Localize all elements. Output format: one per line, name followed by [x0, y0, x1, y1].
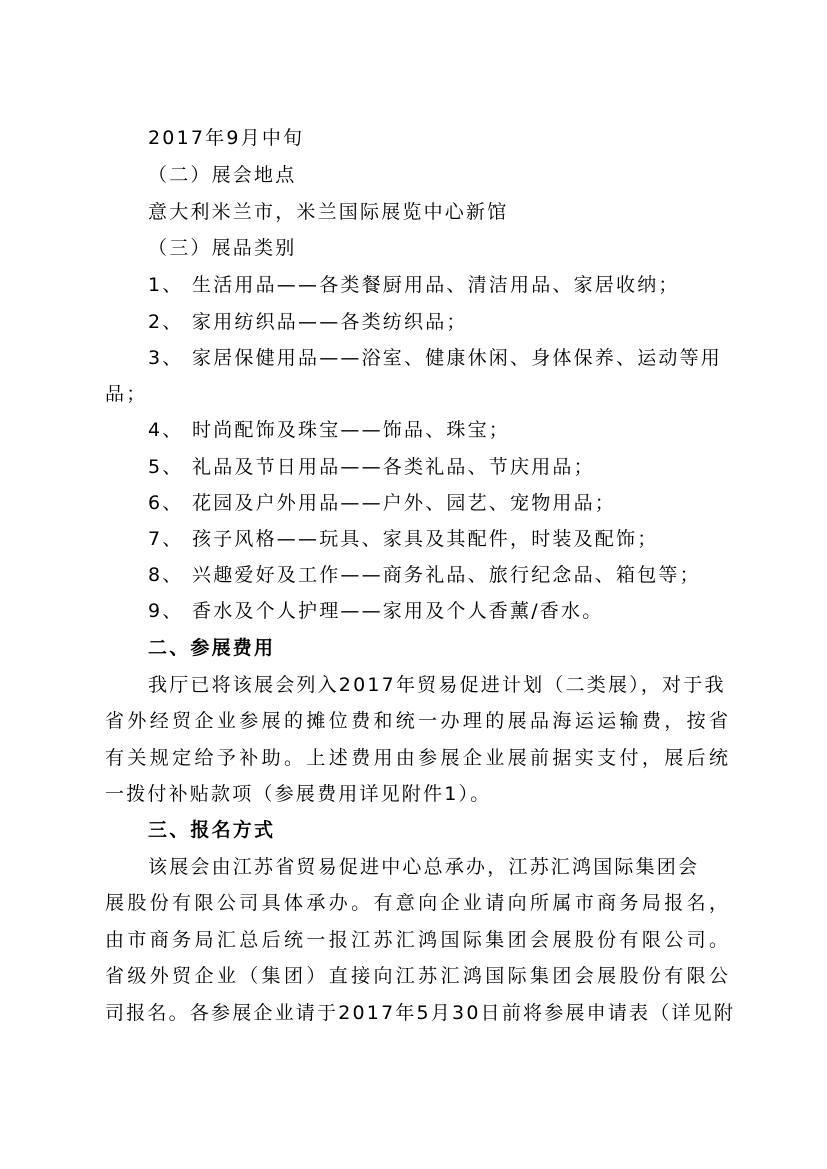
- list-item-text: 花园及户外用品——户外、园艺、宠物用品；: [192, 492, 617, 514]
- list-item-number: 7、: [148, 528, 184, 550]
- list-item: [148, 310, 468, 334]
- paragraph-line: 展股份有限公司具体承办。有意向企业请向所属市商务局报名，: [105, 892, 728, 914]
- section-heading-registration: 三、报名方式: [148, 819, 276, 841]
- paragraph-line: 我厅已将该展会列入2017年贸易促进计划（二类展），对于我: [148, 674, 726, 696]
- paragraph-line: 省级外贸企业（集团）直接向江苏汇鸿国际集团会展股份有限公: [105, 965, 728, 987]
- list-item: [148, 527, 658, 551]
- paragraph-line: 省外经贸企业参展的摊位费和统一办理的展品海运运输费，按省: [105, 710, 728, 732]
- list-item: [148, 599, 603, 623]
- list-item-number: 4、: [148, 419, 184, 441]
- section-heading-fees: 二、参展费用: [148, 637, 276, 659]
- list-item: [148, 491, 616, 515]
- list-item: [148, 418, 510, 442]
- list-item-text: 生活用品——各类餐厨用品、清洁用品、家居收纳；: [192, 274, 680, 296]
- location-text: 意大利米兰市，米兰国际展览中心新馆: [148, 201, 509, 223]
- list-item: [148, 273, 680, 297]
- list-item: [148, 455, 595, 479]
- list-item-number: 5、: [148, 456, 184, 478]
- list-item-number: 8、: [148, 564, 184, 586]
- list-item-number: 3、: [148, 347, 184, 369]
- list-item-text: 家用纺织品——各类纺织品；: [192, 311, 468, 333]
- location-heading: （二）展会地点: [148, 164, 297, 186]
- list-item: [148, 563, 701, 587]
- list-item-number: 6、: [148, 492, 184, 514]
- list-item: [148, 346, 722, 370]
- paragraph-line: 该展会由江苏省贸易促进中心总承办，江苏汇鸿国际集团会: [148, 856, 700, 878]
- list-item-text: 孩子风格——玩具、家具及其配件，时装及配饰；: [192, 528, 659, 550]
- list-item-number: 2、: [148, 311, 184, 333]
- list-item-text: 时尚配饰及珠宝——饰品、珠宝；: [192, 419, 511, 441]
- list-item-text: 香水及个人护理——家用及个人香薰/香水。: [192, 600, 604, 622]
- list-item-continuation: 品；: [105, 383, 148, 405]
- category-heading: （三）展品类别: [148, 237, 297, 259]
- list-item-number: 1、: [148, 274, 184, 296]
- paragraph-line: 有关规定给予补助。上述费用由参展企业展前据实支付，展后统: [105, 747, 728, 769]
- list-item-text: 礼品及节日用品——各类礼品、节庆用品；: [192, 456, 595, 478]
- list-item-number: 9、: [148, 600, 184, 622]
- list-item-text: 兴趣爱好及工作——商务礼品、旅行纪念品、箱包等；: [192, 564, 701, 586]
- paragraph-line: 一拨付补贴款项（参展费用详见附件1）。: [105, 783, 492, 805]
- paragraph-line: 司报名。各参展企业请于2017年5月30日前将参展申请表（详见附: [105, 1002, 736, 1024]
- list-item-text: 家居保健用品——浴室、健康休闲、身体保养、运动等用: [192, 347, 723, 369]
- paragraph-line: 由市商务局汇总后统一报江苏汇鸿国际集团会展股份有限公司。: [105, 929, 728, 951]
- exhibition-date: 2017年9月中旬: [148, 127, 305, 149]
